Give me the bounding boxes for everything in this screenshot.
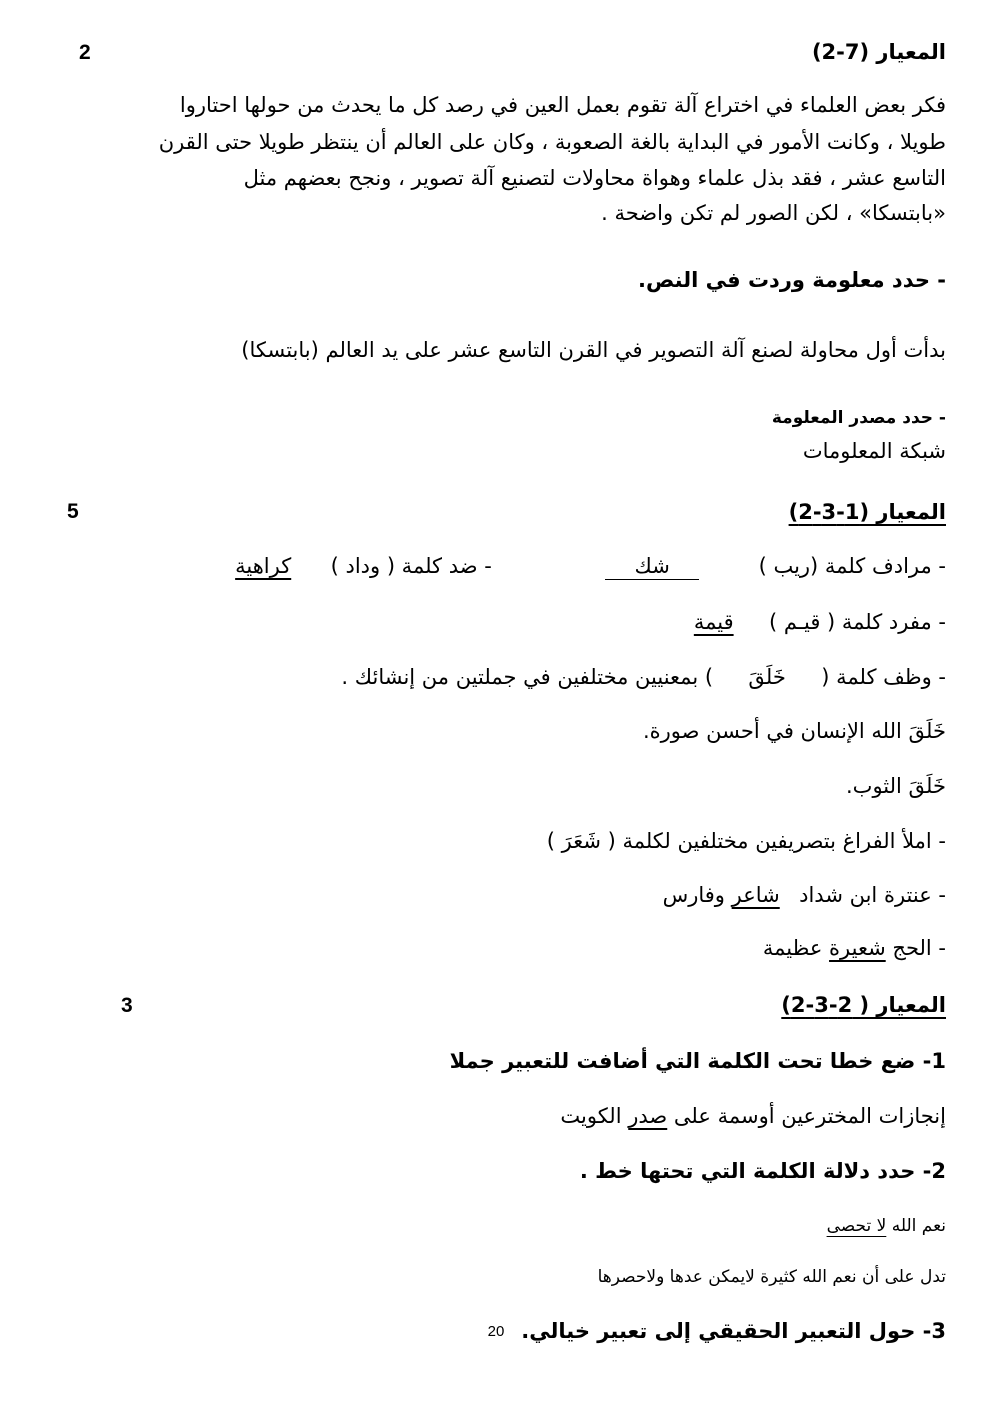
antonym-answer: كراهية <box>235 554 292 578</box>
a1-prefix: إنجازات المخترعين أوسمة على <box>673 1104 946 1128</box>
singular-label: - مفرد كلمة ( قيـم ) <box>768 610 946 634</box>
paragraph-line-2: طويلا ، وكانت الأمور في البداية بالغة الصعوبة ، وكان على العالم أن ينتظر طويلا حتى القرن <box>158 130 946 154</box>
question-figurative: 3- حول التعبير الحقيقي إلى تعبير خيالي. <box>521 1319 946 1343</box>
section1-title: المعيار (7-2) <box>811 40 946 64</box>
fill-blank-row-2 <box>763 933 946 963</box>
a1-suffix: الكويت <box>560 1104 622 1128</box>
singular-answer: قيمة <box>693 610 734 634</box>
singular-row <box>694 607 946 637</box>
employ-word: خَلَقَ <box>748 665 786 689</box>
phrase-row <box>827 1211 946 1241</box>
fill-blank-instruction: - املأ الفراغ بتصريفين مختلفين لكلمة ( شَعَرَ ) <box>546 829 946 853</box>
answer-identify-info: بدأت أول محاولة لصنع آلة التصوير في القرن التاسع عشر على يد العالم (بابتسكا) <box>241 338 946 362</box>
fill1-suffix: وفارس <box>662 883 725 907</box>
fill2-suffix: عظيمة <box>762 936 823 960</box>
fill1-prefix: - عنترة ابن شداد <box>799 883 946 907</box>
section2-score: 5 <box>67 500 79 523</box>
question-identify-info: - حدد معلومة وردت في النص. <box>638 268 946 292</box>
example-sentence-2: خَلَقَ الثوب. <box>846 774 946 798</box>
phrase-prefix: نعم الله <box>891 1216 946 1236</box>
employ-suffix: ) بمعنيين مختلفين في جملتين من إنشائك . <box>341 665 714 689</box>
a1-underlined: صدر <box>628 1104 668 1128</box>
section3-title: المعيار ( 2-3-2) <box>781 993 946 1017</box>
section3-score: 3 <box>121 994 133 1017</box>
page-number: 20 <box>487 1323 505 1340</box>
example-sentence-1: خَلَقَ الله الإنسان في أحسن صورة. <box>642 719 946 743</box>
antonym-label: - ضد كلمة ( وداد ) <box>330 554 492 578</box>
question-word-meaning: 2- حدد دلالة الكلمة التي تحتها خط . <box>579 1159 946 1183</box>
paragraph-line-1: فكر بعض العلماء في اختراع آلة تقوم بعمل العين في رصد كل ما يحدث من حولها احتاروا <box>179 93 946 117</box>
phrase-meaning: تدل على أن نعم الله كثيرة لايمكن عدها ولاحصرها <box>597 1267 946 1287</box>
fill2-prefix: - الحج <box>892 936 946 960</box>
section2-title: المعيار (1-3-2) <box>788 500 946 524</box>
answer-underline-row <box>560 1101 946 1131</box>
section1-score: 2 <box>79 41 91 64</box>
employ-word-row <box>341 662 946 692</box>
synonym-antonym-row <box>235 551 946 581</box>
paragraph-line-3: التاسع عشر ، فقد بذل علماء وهواة محاولات لتصنيع آلة تصوير ، ونجح بعضهم مثل <box>243 166 946 190</box>
fill2-answer: شعيرة <box>829 936 886 960</box>
synonym-answer: شك <box>605 553 699 580</box>
paragraph-line-4: «بابتسكا» ، لكن الصور لم تكن واضحة . <box>601 201 946 225</box>
phrase-underlined: لا تحصى <box>826 1216 887 1236</box>
synonym-label: - مرادف كلمة (ريب ) <box>758 554 946 578</box>
question-underline-word: 1- ضع خطا تحت الكلمة التي أضافت للتعبير جملا <box>449 1049 946 1073</box>
fill-blank-row-1 <box>663 880 946 910</box>
fill1-answer: شاعر <box>731 883 780 907</box>
employ-prefix: - وظف كلمة ( <box>821 665 946 689</box>
answer-info-source: شبكة المعلومات <box>802 439 946 463</box>
question-info-source: - حدد مصدر المعلومة <box>771 408 946 428</box>
